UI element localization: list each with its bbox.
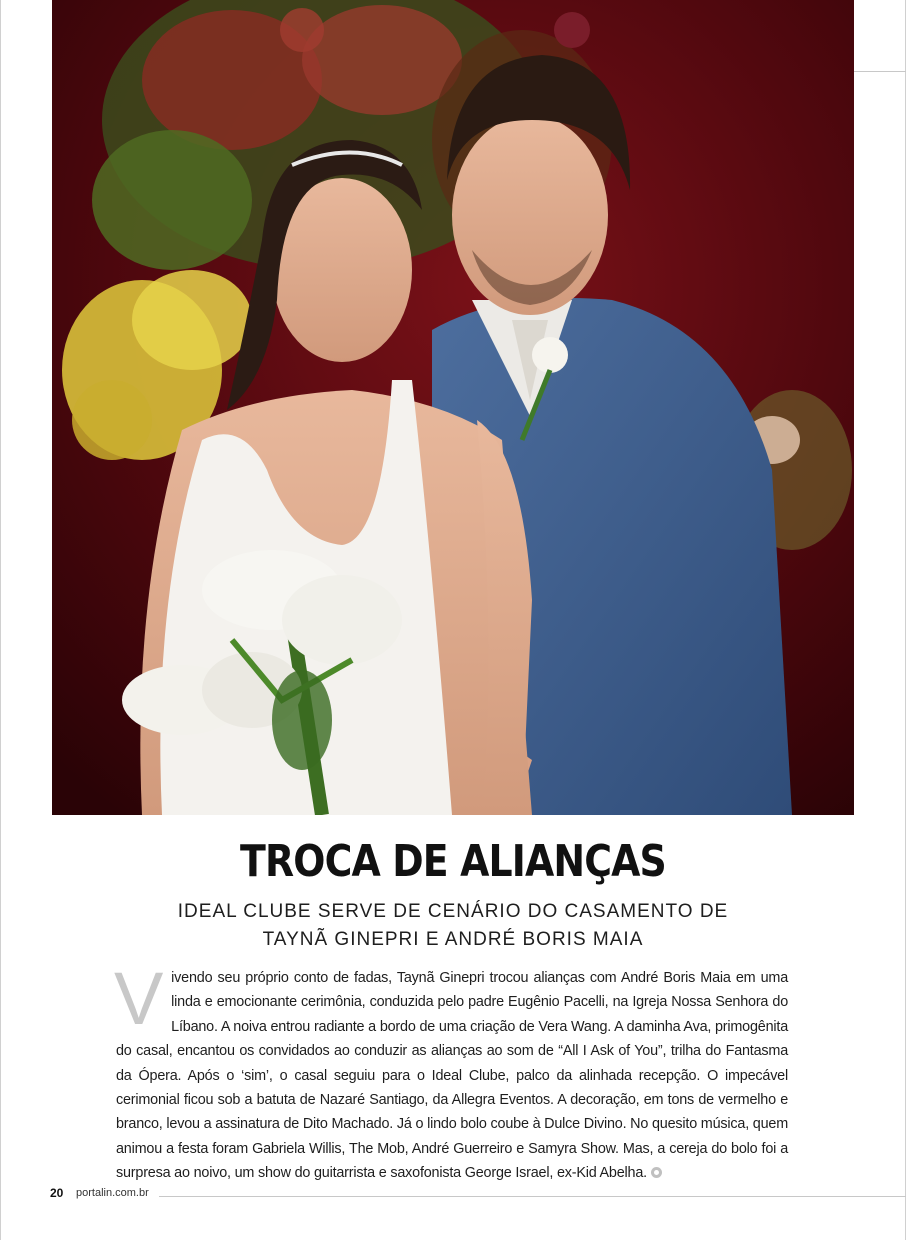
article-subtitle-line2: TAYNÃ GINEPRI E ANDRÉ BORIS MAIA	[262, 929, 644, 950]
page-border-left	[0, 0, 1, 1240]
article-title: TROCA DE ALIANÇAS	[240, 836, 666, 887]
article-subtitle-line1: IDEAL CLUBE SERVE DE CENÁRIO DO CASAMENTO DE	[177, 901, 729, 922]
article-body	[114, 957, 788, 1186]
page-number: 20	[50, 1186, 64, 1200]
drop-cap: V	[114, 957, 164, 1040]
top-rule	[854, 71, 906, 72]
footer-site-link[interactable]: portalin.com.br	[76, 1187, 149, 1199]
wedding-photo	[52, 0, 854, 815]
article-body-text: ivendo seu próprio conto de fadas, Taynã Ginepri trocou alianças com André Boris Maia em uma linda e emocionante cerimônia, conduzida pelo padre Eugênio Pacelli, na Igreja Nossa Senhora do Líbano. A noiva entrou radiante a bordo de uma criação de Vera Wang. A daminha Ava, primogênita do casal, encantou os convidados ao conduzir as alianças ao som de “All I Ask of You”, trilha do Fantasma da Ópera. Após o ‘sim’, o casal seguiu para o Ideal Clube, palco da alinhada recepção. O impecável cerimonial ficou sob a batuta de Nazaré Santiago, da Allegra Eventos. A decoração, em tons de vermelho e branco, levou a assinatura de Dito Machado. Já o lindo bolo coube à Dulce Divino. No quesito música, quem animou a festa foram Gabriela Willis, The Mob, André Guerreiro e Samyra Show. Mas, a cereja do bolo foi a surpresa ao noivo, um show do guitarrista e saxofonista George Israel, ex-Kid Abelha.	[116, 970, 788, 1182]
end-mark-icon	[651, 1167, 662, 1178]
footer-rule	[159, 1196, 906, 1197]
